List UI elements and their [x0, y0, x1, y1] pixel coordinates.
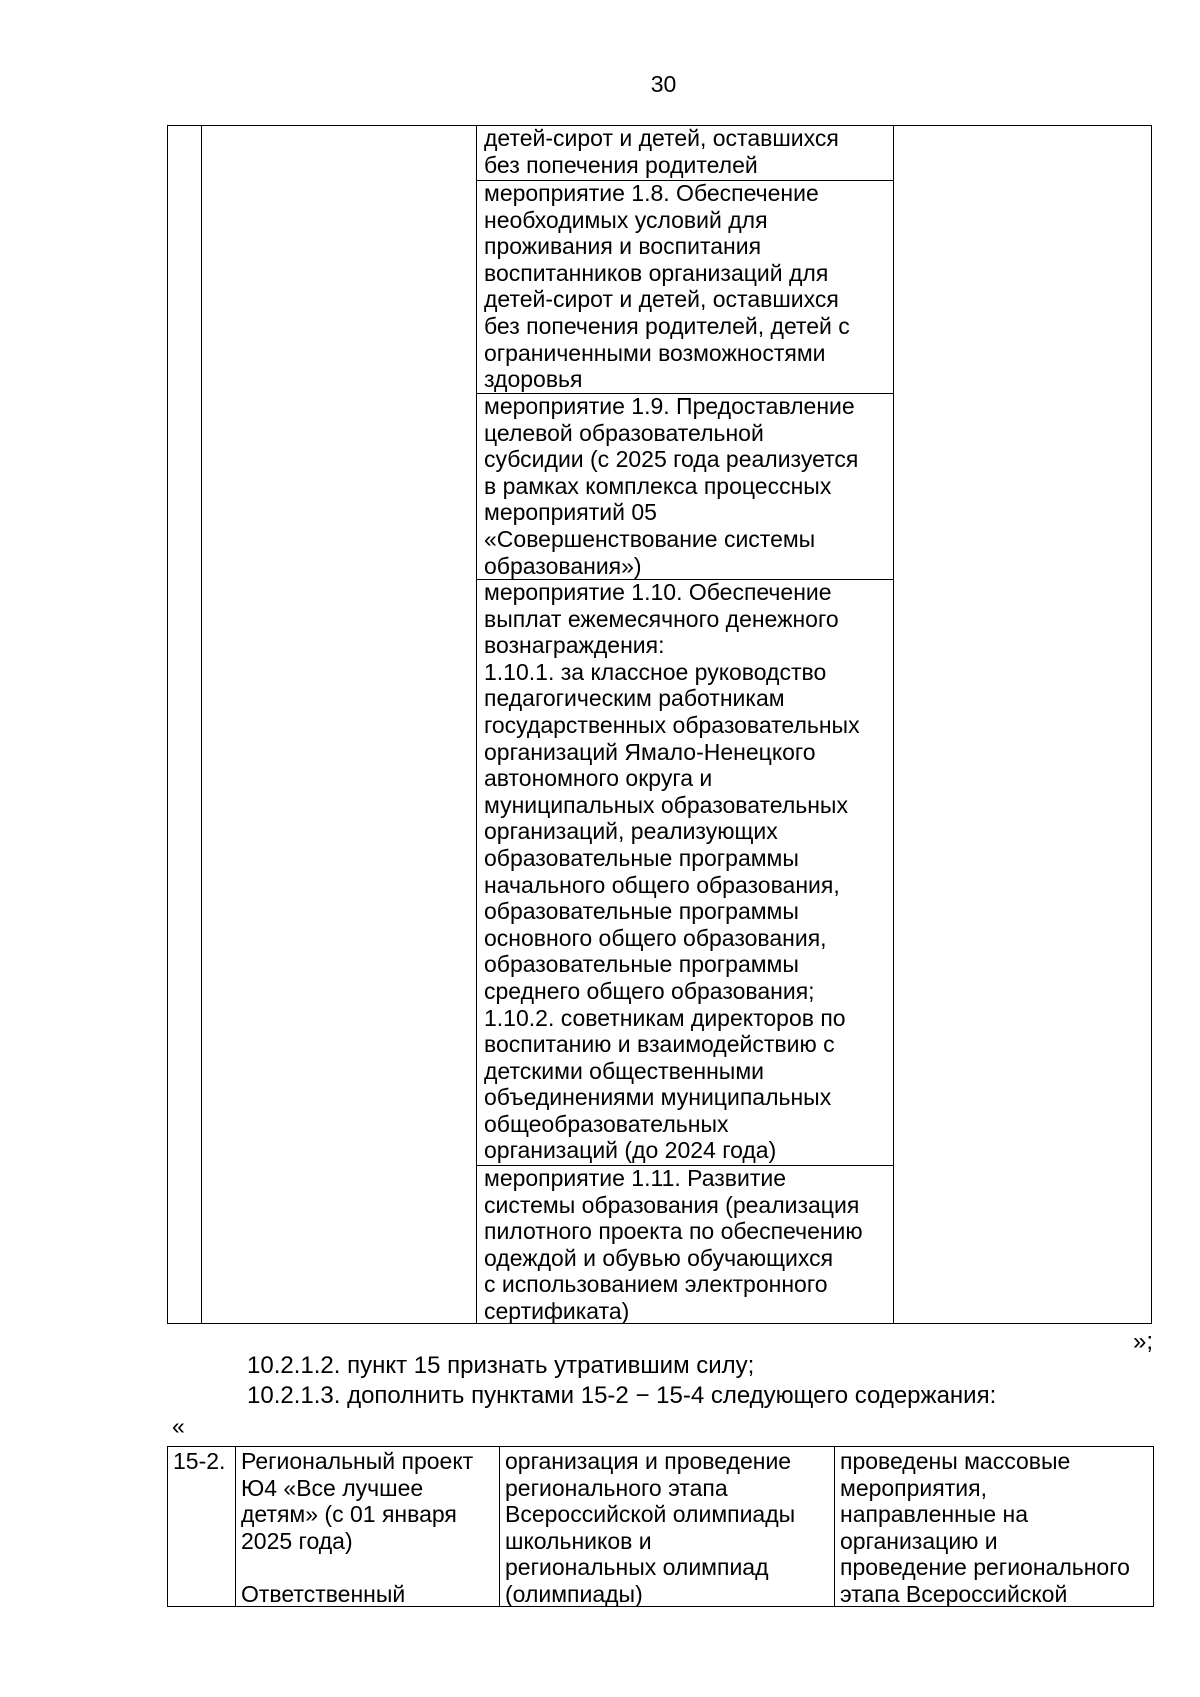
cell-line: системы образования (реализация	[484, 1191, 860, 1218]
cell-line: 2025 года)	[241, 1527, 353, 1554]
cell-line: детям» (с 01 января	[241, 1501, 457, 1528]
cell-line: 15-2.	[173, 1448, 226, 1474]
cell-line: воспитанию и взаимодействию с	[484, 1031, 835, 1058]
cell-line: 1.10.1. за классное руководство	[484, 658, 827, 685]
opening-quote: «	[172, 1413, 185, 1439]
table-bottom-cell-number	[168, 1448, 235, 1606]
cell-line: организаций, реализующих	[484, 818, 778, 845]
table-top-col-divider-2	[476, 125, 477, 1324]
cell-line: мероприятие 1.8. Обеспечение	[484, 180, 819, 206]
cell-line: субсидии (с 2025 года реализуется	[484, 446, 859, 473]
table-top-cell-4	[481, 1165, 896, 1323]
cell-line: целевой образовательной	[484, 419, 764, 446]
cell-line: основного общего образования,	[484, 924, 827, 951]
cell-line: пилотного проекта по обеспечению	[484, 1218, 863, 1245]
cell-line: среднего общего образования;	[484, 977, 815, 1004]
cell-line: образовательные программы	[484, 844, 799, 871]
table-top-cell-3	[481, 579, 896, 1165]
cell-line: 1.10.2. советникам директоров по	[484, 1004, 846, 1031]
table-top-right-border	[1151, 125, 1152, 1324]
cell-line: государственных образовательных	[484, 711, 860, 738]
cell-line: Ответственный	[241, 1580, 406, 1606]
cell-line: автономного округа и	[484, 765, 713, 792]
cell-line: организацию и	[840, 1527, 998, 1554]
cell-line: в рамках комплекса процессных	[484, 472, 832, 499]
cell-line: организаций Ямало-Ненецкого	[484, 738, 816, 765]
cell-line: «Совершенствование системы	[484, 525, 816, 552]
cell-line: образовательные программы	[484, 898, 799, 925]
closing-quote: »;	[1133, 1328, 1154, 1355]
cell-line: здоровья	[484, 366, 583, 393]
cell-line: проведены массовые	[840, 1448, 1071, 1474]
cell-line: одеждой и обувью обучающихся	[484, 1244, 834, 1271]
cell-line: организаций (до 2024 года)	[484, 1137, 777, 1164]
cell-line: общеобразовательных	[484, 1110, 729, 1137]
cell-line: мероприятий 05	[484, 499, 657, 526]
table-bottom-bottom-border	[167, 1606, 1154, 1607]
cell-line: детей-сирот и детей, оставшихся	[484, 286, 839, 313]
paragraph-10-2-1-3: 10.2.1.3. дополнить пунктами 15-2 − 15-4 следующего содержания:	[247, 1382, 997, 1409]
cell-line: образования»)	[484, 552, 642, 579]
cell-line: выплат ежемесячного денежного	[484, 605, 839, 632]
cell-line: проживания и воспитания	[484, 233, 762, 260]
cell-line: муниципальных образовательных	[484, 791, 848, 818]
cell-line	[241, 1554, 499, 1581]
cell-line: педагогическим работникам	[484, 685, 785, 712]
cell-line: сертификата)	[484, 1297, 630, 1323]
cell-line: региональных олимпиад	[505, 1554, 769, 1581]
table-bottom-cell-activity	[500, 1448, 834, 1606]
table-bottom-right-border	[1153, 1446, 1154, 1607]
cell-line: вознаграждения:	[484, 632, 665, 659]
cell-line: детей-сирот и детей, оставшихся	[484, 125, 839, 151]
table-bottom-top-border	[167, 1446, 1154, 1447]
table-top-left-border	[167, 125, 168, 1324]
cell-line: необходимых условий для	[484, 206, 768, 233]
table-top-cell-0	[481, 125, 896, 180]
cell-line: Региональный проект	[241, 1448, 474, 1474]
cell-line: без попечения родителей, детей с	[484, 312, 850, 339]
cell-line: мероприятие 1.11. Развитие	[484, 1165, 787, 1191]
cell-line: проведение регионального	[840, 1554, 1130, 1581]
cell-line: организация и проведение	[505, 1448, 792, 1474]
cell-line: ограниченными возможностями	[484, 339, 826, 366]
paragraph-10-2-1-2: 10.2.1.2. пункт 15 признать утратившим силу;	[247, 1352, 755, 1379]
cell-line: мероприятие 1.10. Обеспечение	[484, 579, 832, 605]
cell-line: начального общего образования,	[484, 871, 840, 898]
cell-line: воспитанников организаций для	[484, 259, 829, 286]
cell-line: (олимпиады)	[505, 1580, 643, 1606]
page-number: 30	[650, 71, 677, 97]
cell-line: без попечения родителей	[484, 151, 758, 178]
cell-line: регионального этапа	[505, 1474, 728, 1501]
table-top-bottom-border	[167, 1323, 1151, 1324]
table-top-col-divider-1	[201, 125, 202, 1324]
cell-line: объединениями муниципальных	[484, 1084, 832, 1111]
cell-line: мероприятия,	[840, 1474, 987, 1501]
cell-line: с использованием электронного	[484, 1271, 828, 1298]
table-top-cell-1	[481, 180, 896, 393]
cell-line: Ю4 «Все лучшее	[241, 1474, 424, 1501]
table-bottom-cell-project	[236, 1448, 499, 1606]
cell-line: направленные на	[840, 1501, 1029, 1528]
cell-line: Всероссийской олимпиады	[505, 1501, 796, 1528]
table-top-cell-2	[481, 393, 896, 579]
cell-line: детскими общественными	[484, 1057, 764, 1084]
cell-line: школьников и	[505, 1527, 652, 1554]
cell-line: мероприятие 1.9. Предоставление	[484, 393, 855, 419]
cell-line: образовательные программы	[484, 951, 799, 978]
table-bottom-cell-result	[835, 1448, 1153, 1606]
cell-line: этапа Всероссийской	[840, 1580, 1068, 1606]
